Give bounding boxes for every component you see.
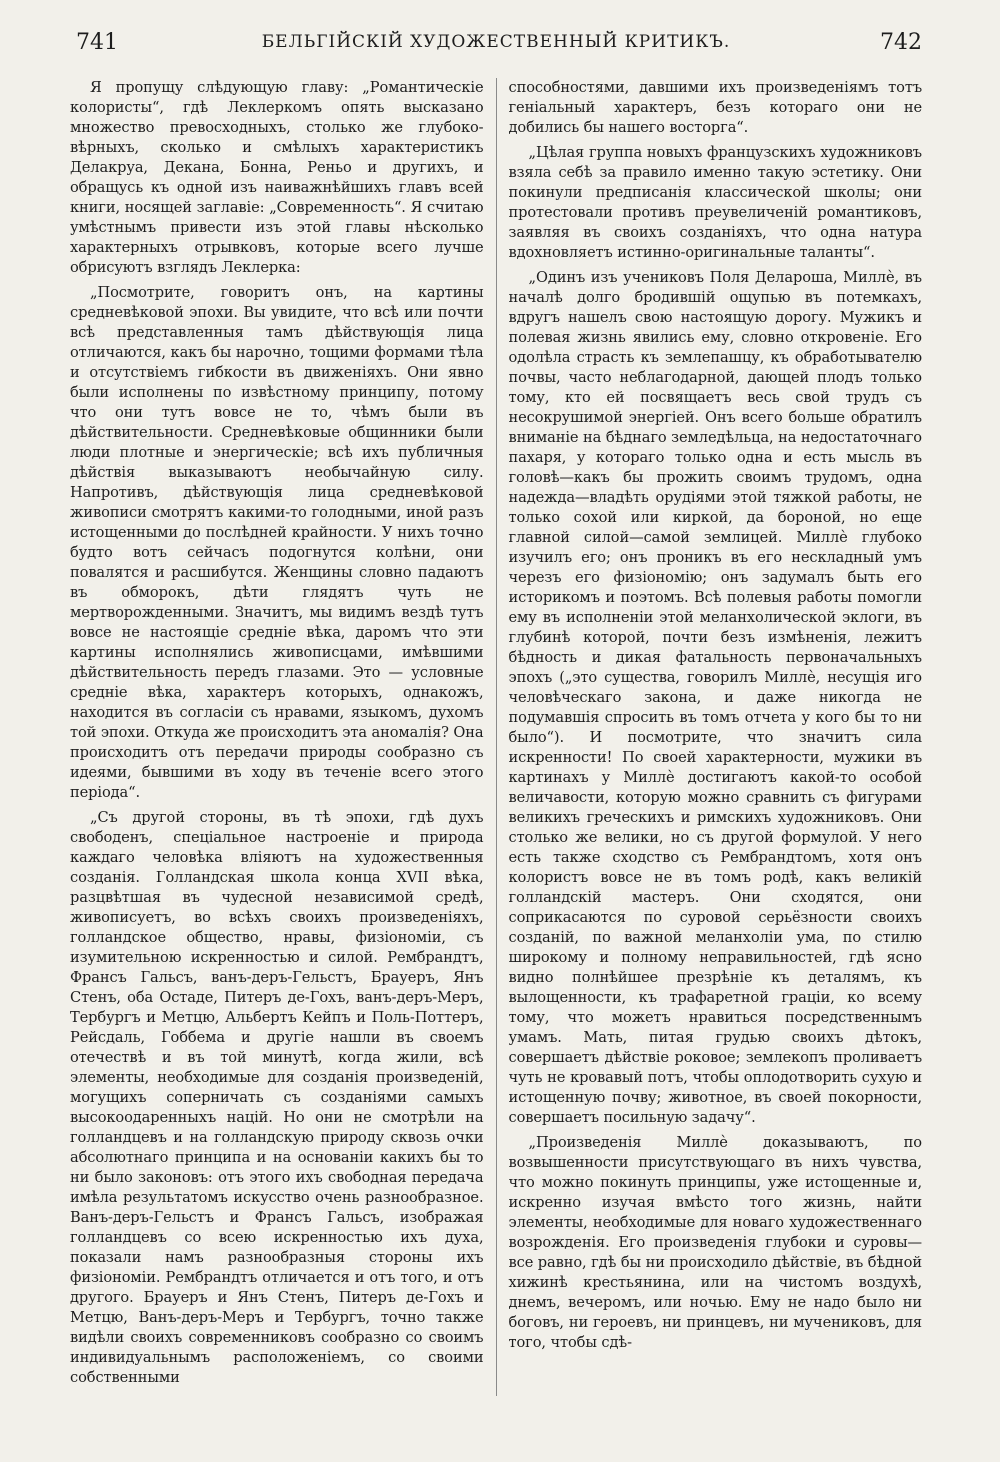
- paragraph: „Съ другой стороны, въ тѣ эпохи, гдѣ духъ свободенъ, спеціальное настроеніе и природа каждаго человѣка вліяютъ на художественныя созданія. Голландская школа конца XVII вѣка, разцвѣтшая въ чудесной независимой средѣ, живописуетъ, во всѣхъ своихъ произведеніяхъ, голландское общество, нравы, физіономіи, съ изумительною искренностью и силой. Рембрандтъ, Франсъ Гальсъ, ванъ-деръ-Гельстъ, Брауеръ, Янъ Стенъ, оба Остаде, Питеръ де-Гохъ, ванъ-деръ-Меръ, Тербургъ и Метцю, Альбертъ Кейпъ и Поль-Поттеръ, Рейсдаль, Гоббема и другіе нашли въ своемъ отечествѣ и въ той минутѣ, когда жили, всѣ элементы, необходимые для созданія произведеній, могущихъ соперничать съ созданіями самыхъ высокоодаренныхъ націй. Но они не смотрѣли на голландцевъ и на голландскую природу сквозь очки абсолютнаго принципа и на основаніи какихъ бы то ни было законовъ: отъ этого ихъ свободная передача имѣла результатомъ искусство очень разнообразное. Ванъ-деръ-Гельстъ и Франсъ Гальсъ, изображая голландцевъ со всею искренностью ихъ духа, показали намъ разнообразныя стороны ихъ физіономіи. Рембрандтъ отличается и отъ того, и отъ другого. Брауеръ и Янъ Стенъ, Питеръ де-Гохъ и Метцю, Ванъ-деръ-Меръ и Тербургъ, точно также видѣли своихъ современниковъ сообразно со своимъ индивидуальнымъ расположеніемъ, со своими собственными: [70, 809, 484, 1386]
- paragraph: „Цѣлая группа новыхъ французскихъ художниковъ взяла себѣ за правило именно такую эстетику. Они покинули предписанія классической школы; они протестовали противъ преувеличеній романтиковъ, заявляя въ своихъ созданіяхъ, что одна натура вдохновляетъ истинно-оригинальные таланты“.: [508, 144, 922, 261]
- paragraph-continued: способностями, давшими ихъ произведеніямъ тотъ геніальный характеръ, безъ котораго они не добились бы нашего восторга“.: [508, 79, 922, 136]
- paragraph: „Одинъ изъ учениковъ Поля Делароша, Миллѐ, въ началѣ долго бродившій ощупью въ потемкахъ, вдругъ нашелъ свою настоящую дорогу. Мужикъ и полевая жизнь явились ему, словно откровеніе. Его одолѣла страсть къ землепашцу, къ обработывателю почвы, часто неблагодарной, дающей плодъ только тому, кто ей посвящаетъ весь свой трудъ съ несокрушимой энергіей. Онъ всего больше обратилъ вниманіе на бѣднаго земледѣльца, на недостаточнаго пахаря, у котораго только одна и есть мысль въ головѣ—какъ бы прожить своимъ трудомъ, одна надежда—владѣть орудіями этой тяжкой работы, не только сохой или киркой, да бороной, но еще главной силой—самой землицей. Миллѐ глубоко изучилъ его; онъ проникъ въ его нескладный умъ черезъ его физіономію; онъ задумалъ быть его историкомъ и поэтомъ. Всѣ полевыя работы помогли ему въ исполненіи этой меланхолической эклоги, въ глубинѣ которой, почти безъ измѣненія, лежитъ бѣдность и дикая фатальность первоначальныхъ эпохъ („это существа, говорилъ Миллѐ, несущія иго человѣческаго закона, и даже никогда не подумавшія спросить въ томъ отчета у кого бы то ни было“). И посмотрите, что значитъ сила искренности! По своей характерности, мужики въ картинахъ у Миллѐ достигаютъ какой-то особой величавости, которую можно сравнить съ фигурами великихъ греческихъ и римскихъ художниковъ. Они столько же велики, но съ другой формулой. У него есть также сходство съ Рембрандтомъ, хотя онъ колористъ вовсе не въ томъ родѣ, какъ великій голландскій мастеръ. Они сходятся, они соприкасаются по суровой серьёзности своихъ созданій, по важной меланхоліи ума, по стилю широкому и полному неправильностей, гдѣ ясно видно полнѣйшее презрѣніе къ деталямъ, къ вылощенности, къ трафаретной граціи, ко всему тому, что можетъ нравиться посредственнымъ умамъ. Мать, питая грудью своихъ дѣтокъ, совершаетъ дѣйствіе роковое; землекопъ проливаетъ чуть не кровавый потъ, чтобы оплодотворить сухую и истощенную почву; животное, въ своей покорности, совершаетъ посильную задачу“.: [508, 269, 922, 1126]
- column-right: [497, 78, 923, 1396]
- page-number-right: 742: [880, 30, 922, 55]
- paragraph: „Посмотрите, говоритъ онъ, на картины средневѣковой эпохи. Вы увидите, что всѣ или почти всѣ представленныя тамъ дѣйствующія лица отличаются, какъ бы нарочно, тощими формами тѣла и отсутствіемъ гибкости въ движеніяхъ. Они явно были исполнены по извѣстному принципу, потому что они тутъ вовсе не то, чѣмъ были въ дѣйствительности. Средневѣковые общинники были люди плотные и энергическіе; всѣ ихъ публичныя дѣйствія выказываютъ необычайную силу. Напротивъ, дѣйствующія лица средневѣковой живописи смотрятъ какими-то голодными, иной разъ истощенными до послѣдней крайности. У нихъ точно будто вотъ сейчасъ подогнутся колѣни, они повалятся и расшибутся. Женщины словно падаютъ въ обморокъ, дѣти глядятъ чуть не мертворожденными. Значитъ, мы видимъ вездѣ тутъ вовсе не настоящіе средніе вѣка, даромъ что эти картины исполнялись живописцами, имѣвшими дѣйствительность передъ глазами. Это — условные средніе вѣка, характеръ которыхъ, однакожъ, находится въ согласіи съ нравами, языкомъ, духомъ той эпохи. Откуда же происходитъ эта аномалія? Она происходитъ отъ передачи природы сообразно съ идеями, бывшими въ ходу въ теченіе всего этого періода“.: [70, 284, 484, 801]
- running-title: БЕЛЬГІЙСКІЙ ХУДОЖЕСТВЕННЫЙ КРИТИКЪ.: [261, 32, 731, 52]
- paragraph: „Произведенія Миллѐ доказываютъ, по возвышенности присутствующаго въ нихъ чувства, что можно покинуть принципы, уже истощенные и, искренно изучая вмѣсто того жизнь, найти элементы, необходимые для новаго художественнаго возрожденія. Его произведенія глубоки и суровы—все равно, гдѣ бы ни происходило дѣйствіе, въ бѣдной хижинѣ крестьянина, или на чистомъ воздухѣ, днемъ, вечеромъ, или ночью. Ему не надо было ни боговъ, ни героевъ, ни принцевъ, ни мучениковъ, для того, чтобы сдѣ-: [508, 1134, 922, 1351]
- column-left: [70, 78, 496, 1396]
- page-number-left: 741: [76, 30, 118, 55]
- page-header: [70, 26, 922, 66]
- text-columns: [70, 78, 922, 1396]
- paragraph: Я пропущу слѣдующую главу: „Романтическіе колористы“, гдѣ Леклеркомъ опять высказано множество превосходныхъ, столько же глубоко-вѣрныхъ, сколько и смѣлыхъ характеристикъ Делакруа, Декана, Бонна, Реньо и другихъ, и обращусь къ одной изъ наиважнѣйшихъ главъ всей книги, носящей заглавіе: „Современность“. Я считаю умѣстнымъ привести изъ этой главы нѣсколько характерныхъ отрывковъ, которые всего лучше обрисуютъ взглядъ Леклерка:: [70, 79, 484, 276]
